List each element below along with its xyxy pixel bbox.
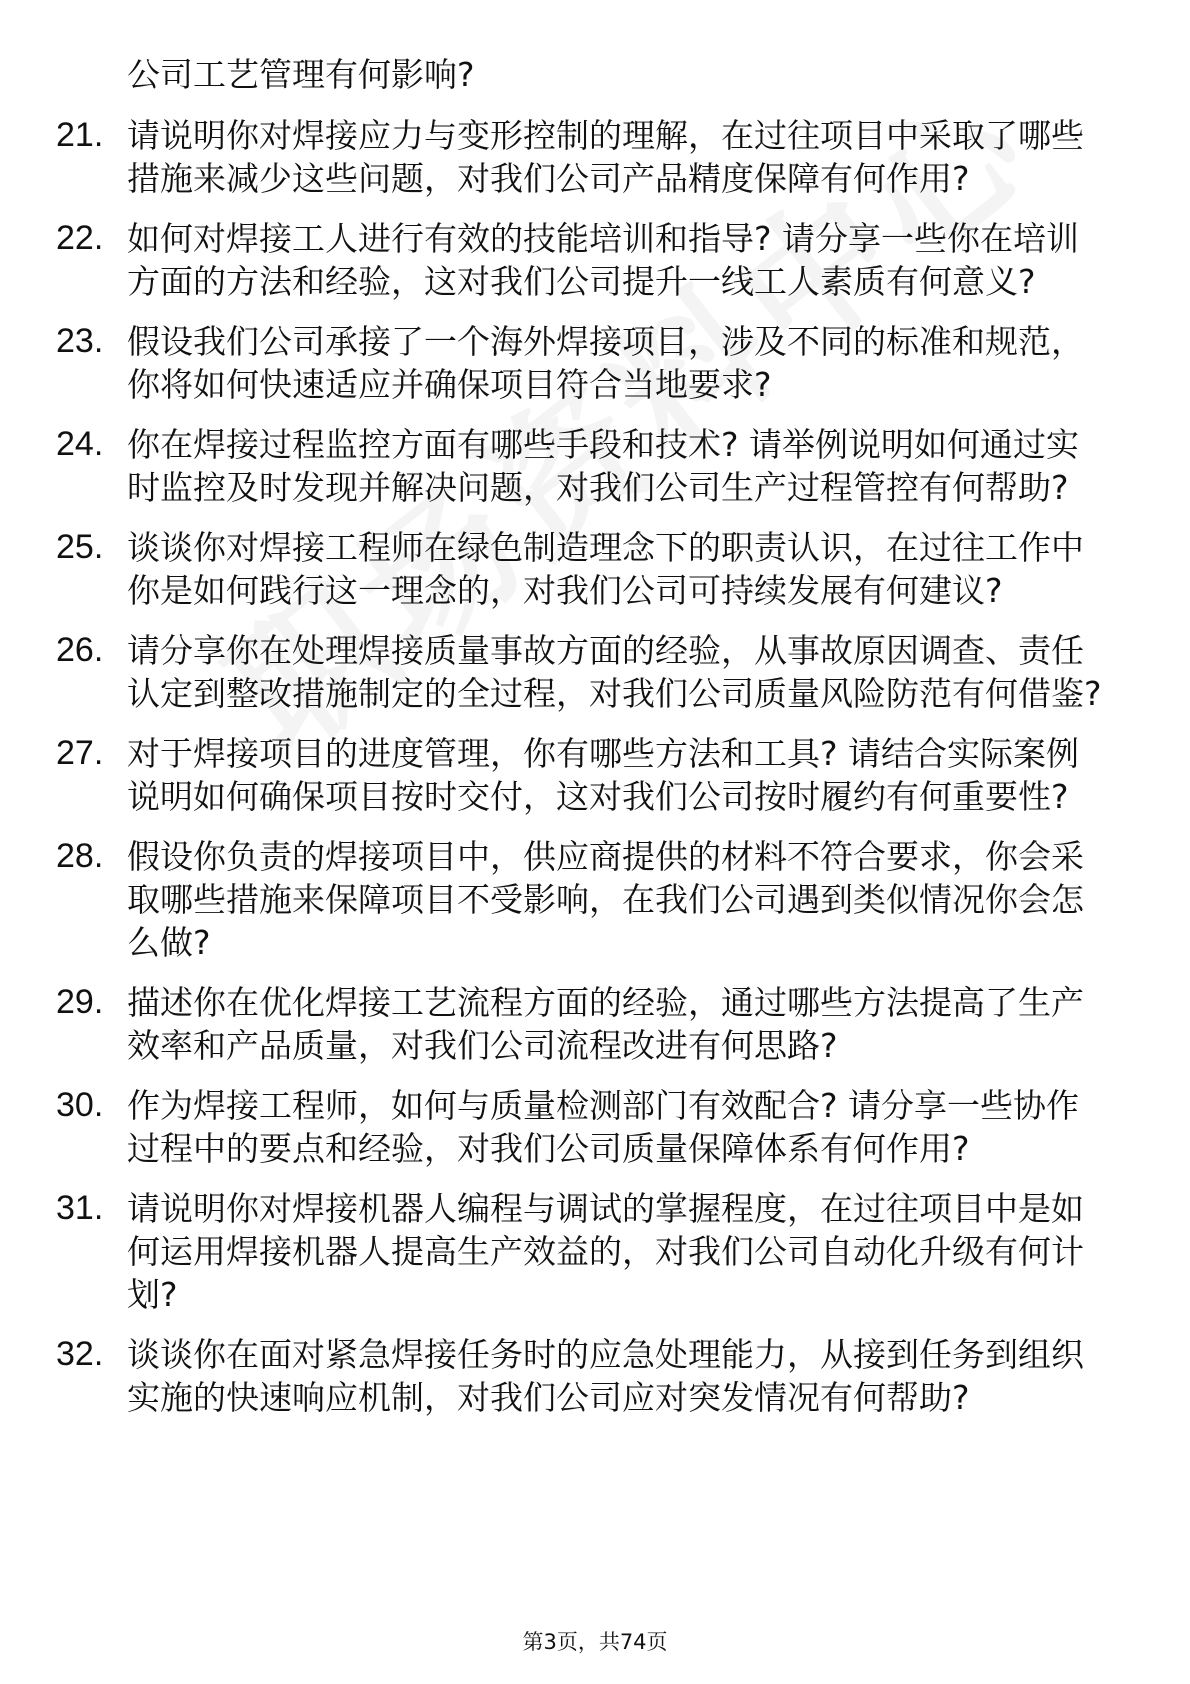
question-text: 假设我们公司承接了一个海外焊接项目，涉及不同的标准和规范，你将如何快速适应并确保项目符合当地要求? <box>127 322 1084 404</box>
question-text: 描述你在优化焊接工艺流程方面的经验，通过哪些方法提高了生产效率和产品质量，对我们公司流程改进有何思路? <box>127 983 1084 1065</box>
question-item <box>0 732 1190 818</box>
question-number: 29. <box>56 983 104 1021</box>
question-number: 23. <box>56 322 104 360</box>
question-number: 22. <box>56 219 104 257</box>
question-item <box>0 1333 1190 1419</box>
question-text: 如何对焊接工人进行有效的技能培训和指导? 请分享一些你在培训方面的方法和经验，这对我们公司提升一线工人素质有何意义? <box>127 219 1080 301</box>
question-number: 28. <box>56 837 104 875</box>
question-item <box>0 1187 1190 1316</box>
question-text: 你在焊接过程监控方面有哪些手段和技术? 请举例说明如何通过实时监控及时发现并解决问题，对我们公司生产过程管控有何帮助? <box>127 425 1080 507</box>
question-number: 26. <box>56 631 104 669</box>
question-item <box>0 423 1190 509</box>
page-footer: 第3页，共74页 <box>522 1630 668 1654</box>
question-number: 30. <box>56 1086 104 1124</box>
question-text: 请分享你在处理焊接质量事故方面的经验，从事故原因调查、责任认定到整改措施制定的全过程，对我们公司质量风险防范有何借鉴? <box>127 631 1102 713</box>
question-list <box>0 114 1190 1436</box>
question-item <box>0 835 1190 964</box>
question-item <box>0 981 1190 1067</box>
question-text: 请说明你对焊接应力与变形控制的理解，在过往项目中采取了哪些措施来减少这些问题，对我们公司产品精度保障有何作用? <box>127 116 1084 198</box>
question-number: 25. <box>56 528 104 566</box>
question-text: 谈谈你在面对紧急焊接任务时的应急处理能力，从接到任务到组织实施的快速响应机制，对我们公司应对突发情况有何帮助? <box>127 1335 1084 1417</box>
question-text: 作为焊接工程师，如何与质量检测部门有效配合? 请分享一些协作过程中的要点和经验，对我们公司质量保障体系有何作用? <box>127 1086 1080 1168</box>
question-item <box>0 114 1190 200</box>
question-text: 假设你负责的焊接项目中，供应商提供的材料不符合要求，你会采取哪些措施来保障项目不受影响，在我们公司遇到类似情况你会怎么做? <box>127 837 1084 962</box>
continuation-text: 公司工艺管理有何影响? <box>127 55 475 94</box>
question-text: 对于焊接项目的进度管理，你有哪些方法和工具? 请结合实际案例说明如何确保项目按时交付，这对我们公司按时履约有何重要性? <box>127 734 1080 816</box>
question-text: 谈谈你对焊接工程师在绿色制造理念下的职责认识，在过往工作中你是如何践行这一理念的，对我们公司可持续发展有何建议? <box>127 528 1084 610</box>
question-item <box>0 217 1190 303</box>
question-number: 32. <box>56 1335 104 1373</box>
question-number: 24. <box>56 425 104 463</box>
question-text: 请说明你对焊接机器人编程与调试的掌握程度，在过往项目中是如何运用焊接机器人提高生产效益的，对我们公司自动化升级有何计划? <box>127 1189 1084 1314</box>
question-number: 21. <box>56 116 104 154</box>
question-item <box>0 1084 1190 1170</box>
question-item <box>0 629 1190 715</box>
question-item <box>0 526 1190 612</box>
question-number: 27. <box>56 734 104 772</box>
question-item <box>0 320 1190 406</box>
question-number: 31. <box>56 1189 104 1227</box>
